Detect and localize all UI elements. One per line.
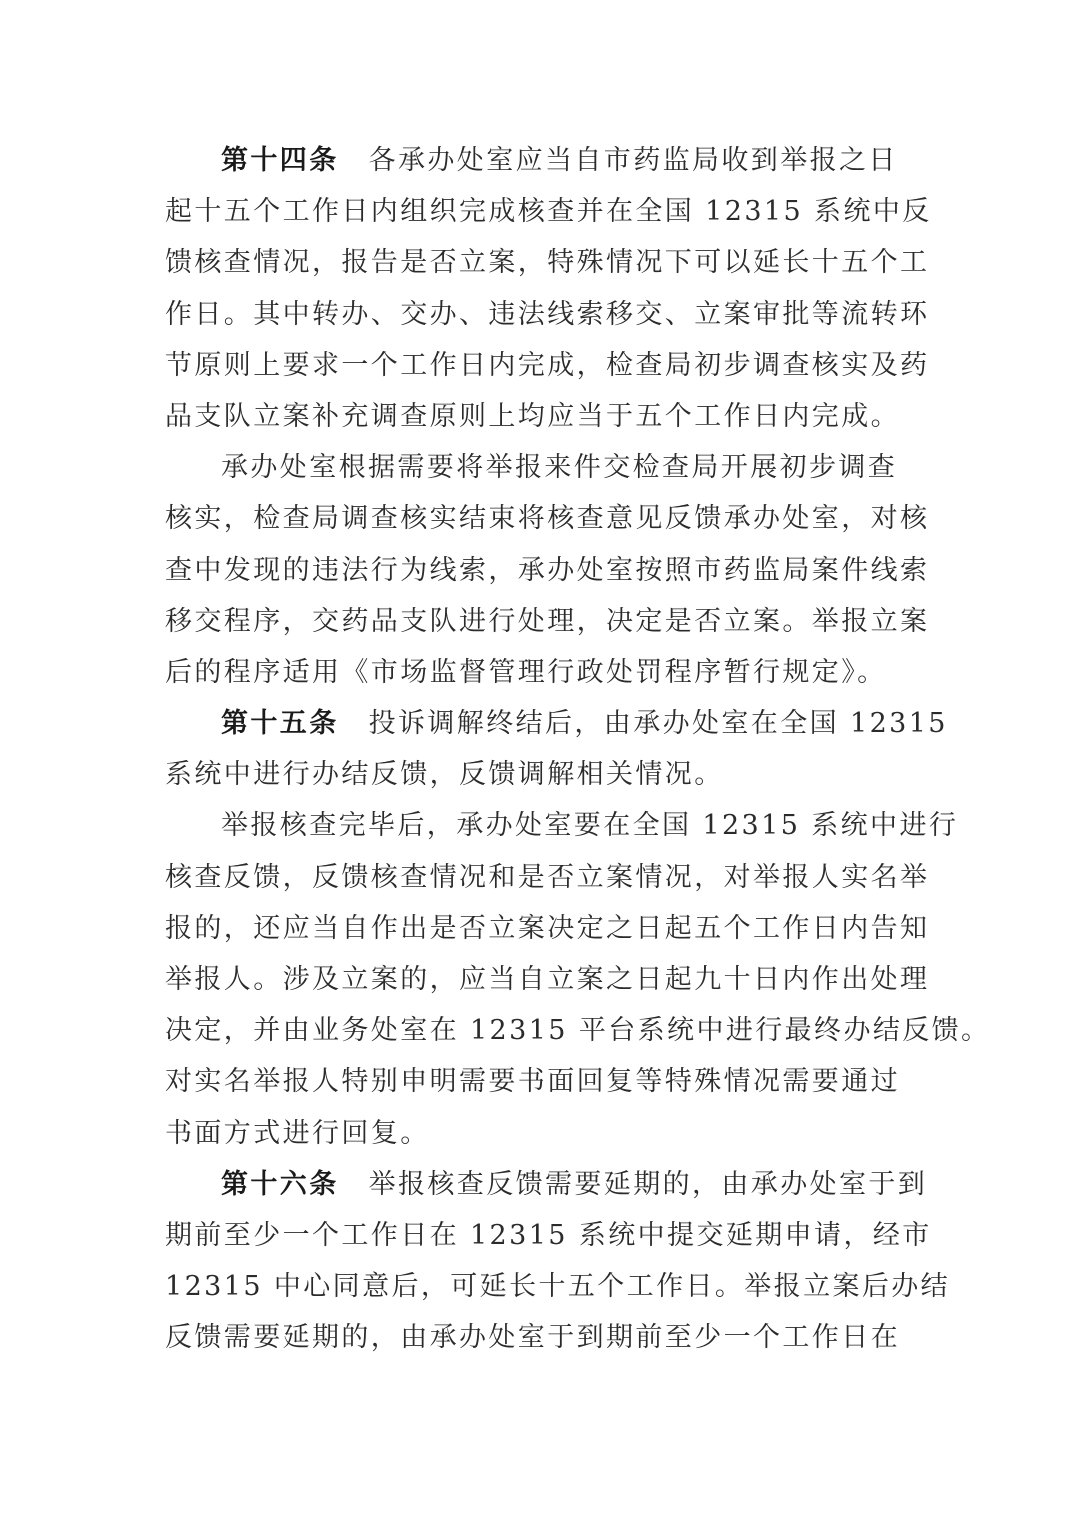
line-text: 投诉调解终结后，由承办处室在全国 12315 [368,708,948,740]
line-text: 品支队立案补充调查原则上均应当于五个工作日内完成。 [165,400,900,432]
line-text: 承办处室根据需要将举报来件交检查局开展初步调查 [221,452,898,484]
text-line [165,391,925,442]
text-line [165,289,930,340]
text-line [165,903,930,954]
line-text: 作日。其中转办、交办、违法线索移交、立案审批等流转环 [165,298,930,330]
line-text: 期前至少一个工作日在 12315 系统中提交延期申请，经市 [165,1219,932,1251]
line-text: 反馈需要延期的，由承办处室于到期前至少一个工作日在 [165,1322,900,1354]
text-line [165,237,930,288]
article-heading: 第十五条 [221,708,339,740]
text-line [165,698,948,749]
line-text: 报的，还应当自作出是否立案决定之日起五个工作日内告知 [165,912,930,944]
text-line [165,340,930,391]
line-text: 对实名举报人特别申明需要书面回复等特殊情况需要通过 [165,1066,900,1098]
line-text: 馈核查情况，报告是否立案，特殊情况下可以延长十五个工 [165,247,930,279]
line-text: 后的程序适用《市场监督管理行政处罚程序暂行规定》。 [165,656,887,688]
line-text: 核实，检查局调查核实结束将核查意见反馈承办处室，对核 [165,503,930,535]
document-body [165,135,991,1364]
line-text: 系统中进行办结反馈，反馈调解相关情况。 [165,759,724,791]
text-line [165,800,959,851]
text-line [165,1159,928,1210]
line-text: 12315 中心同意后，可延长十五个工作日。举报立案后办结 [165,1271,951,1303]
text-line [165,596,930,647]
line-text: 节原则上要求一个工作日内完成，检查局初步调查核实及药 [165,349,930,381]
text-line [165,749,925,800]
text-line [165,545,930,596]
text-line [165,954,930,1005]
text-line [165,1210,932,1261]
text-line [165,186,932,237]
text-line [165,1005,991,1056]
article-heading: 第十四条 [221,145,339,176]
line-text: 移交程序，交药品支队进行处理，决定是否立案。举报立案 [165,605,930,637]
line-text: 举报核查反馈需要延期的，由承办处室于到 [368,1168,928,1200]
line-text: 决定，并由业务处室在 12315 平台系统中进行最终办结反馈。 [165,1015,991,1047]
text-line [165,852,930,903]
line-text: 起十五个工作日内组织完成核查并在全国 12315 系统中反 [165,196,932,228]
line-text: 书面方式进行回复。 [165,1117,430,1149]
text-line [165,135,925,186]
article-heading: 第十六条 [221,1168,339,1200]
text-line [165,1108,925,1159]
line-text: 举报核查完毕后，承办处室要在全国 12315 系统中进行 [221,810,959,842]
line-text: 核查反馈，反馈核查情况和是否立案情况，对举报人实名举 [165,861,930,893]
line-text: 查中发现的违法行为线索，承办处室按照市药监局案件线索 [165,554,930,586]
text-line [165,1312,925,1363]
text-line [165,493,930,544]
text-line [165,1056,925,1107]
line-text: 举报人。涉及立案的，应当自立案之日起九十日内作出处理 [165,964,930,995]
text-line [165,442,925,493]
text-line [165,1261,951,1312]
line-text: 各承办处室应当自市药监局收到举报之日 [368,145,898,176]
text-line [165,647,925,698]
